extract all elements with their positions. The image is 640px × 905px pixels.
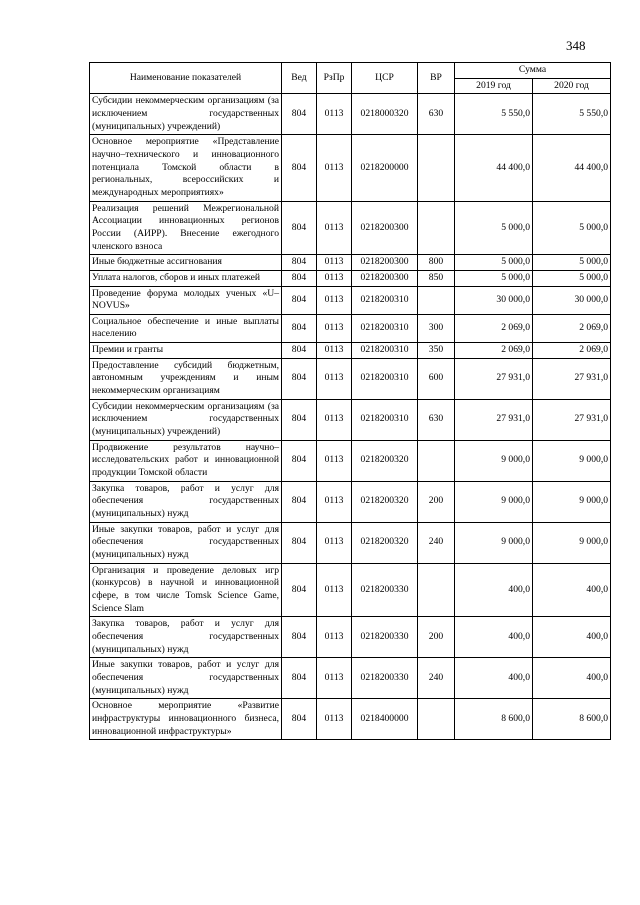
row-ved-cell: 804 xyxy=(282,286,317,314)
header-year-2020: 2020 год xyxy=(533,78,611,94)
header-vr: ВР xyxy=(418,63,455,94)
row-sum-2020-cell: 9 000,0 xyxy=(533,440,611,481)
row-name-cell: Основное мероприятие «Развитие инфраструктуры инновационного бизнеса, инновационной инфраструктуры» xyxy=(90,699,282,740)
row-csr-cell: 0218200310 xyxy=(352,343,418,359)
row-vr-cell: 240 xyxy=(418,522,455,563)
row-sum-2019-cell: 400,0 xyxy=(455,617,533,658)
row-vr-cell xyxy=(418,440,455,481)
row-name-cell: Иные бюджетные ассигнования xyxy=(90,255,282,271)
row-rzpr-cell: 0113 xyxy=(317,481,352,522)
table-row xyxy=(90,440,611,481)
row-vr-cell: 800 xyxy=(418,255,455,271)
row-csr-cell: 0218000320 xyxy=(352,94,418,135)
row-rzpr-cell: 0113 xyxy=(317,617,352,658)
table-row xyxy=(90,201,611,255)
row-vr-cell xyxy=(418,286,455,314)
row-name-cell: Иные закупки товаров, работ и услуг для обеспечения государственных (муниципальных) нужд xyxy=(90,658,282,699)
row-vr-cell: 630 xyxy=(418,94,455,135)
row-csr-cell: 0218200310 xyxy=(352,314,418,342)
row-vr-cell: 240 xyxy=(418,658,455,699)
row-name-cell: Субсидии некоммерческим организациям (за исключением государственных (муниципальных) учреждений) xyxy=(90,94,282,135)
row-csr-cell: 0218200300 xyxy=(352,270,418,286)
row-rzpr-cell: 0113 xyxy=(317,399,352,440)
table-row xyxy=(90,617,611,658)
row-vr-cell: 300 xyxy=(418,314,455,342)
row-csr-cell: 0218200320 xyxy=(352,481,418,522)
budget-table xyxy=(89,62,611,740)
row-sum-2020-cell: 400,0 xyxy=(533,617,611,658)
row-csr-cell: 0218200330 xyxy=(352,563,418,617)
row-sum-2020-cell: 44 400,0 xyxy=(533,135,611,201)
header-rzpr: РзПр xyxy=(317,63,352,94)
row-rzpr-cell: 0113 xyxy=(317,255,352,271)
row-ved-cell: 804 xyxy=(282,343,317,359)
row-vr-cell: 200 xyxy=(418,481,455,522)
row-sum-2019-cell: 5 000,0 xyxy=(455,270,533,286)
row-name-cell: Иные закупки товаров, работ и услуг для обеспечения государственных (муниципальных) нужд xyxy=(90,522,282,563)
row-rzpr-cell: 0113 xyxy=(317,314,352,342)
row-ved-cell: 804 xyxy=(282,314,317,342)
row-rzpr-cell: 0113 xyxy=(317,286,352,314)
row-rzpr-cell: 0113 xyxy=(317,94,352,135)
row-rzpr-cell: 0113 xyxy=(317,699,352,740)
page-number: 348 xyxy=(566,38,586,53)
row-name-cell: Реализация решений Межрегиональной Ассоциации инновационных регионов России (АИРР). Внесение ежегодного членского взноса xyxy=(90,201,282,255)
table-row xyxy=(90,94,611,135)
row-sum-2019-cell: 2 069,0 xyxy=(455,343,533,359)
table-row xyxy=(90,522,611,563)
row-sum-2019-cell: 400,0 xyxy=(455,563,533,617)
row-csr-cell: 0218200320 xyxy=(352,522,418,563)
row-csr-cell: 0218200300 xyxy=(352,201,418,255)
row-sum-2019-cell: 5 550,0 xyxy=(455,94,533,135)
row-sum-2019-cell: 5 000,0 xyxy=(455,201,533,255)
header-csr: ЦСР xyxy=(352,63,418,94)
row-name-cell: Закупка товаров, работ и услуг для обеспечения государственных (муниципальных) нужд xyxy=(90,617,282,658)
row-rzpr-cell: 0113 xyxy=(317,135,352,201)
table-row xyxy=(90,658,611,699)
row-ved-cell: 804 xyxy=(282,658,317,699)
row-rzpr-cell: 0113 xyxy=(317,358,352,399)
row-sum-2020-cell: 5 000,0 xyxy=(533,270,611,286)
row-ved-cell: 804 xyxy=(282,699,317,740)
row-sum-2020-cell: 30 000,0 xyxy=(533,286,611,314)
row-ved-cell: 804 xyxy=(282,94,317,135)
row-sum-2019-cell: 9 000,0 xyxy=(455,522,533,563)
row-csr-cell: 0218200330 xyxy=(352,617,418,658)
row-sum-2019-cell: 400,0 xyxy=(455,658,533,699)
row-vr-cell xyxy=(418,699,455,740)
row-vr-cell: 630 xyxy=(418,399,455,440)
row-ved-cell: 804 xyxy=(282,440,317,481)
header-name: Наименование показателей xyxy=(90,63,282,94)
table-row xyxy=(90,481,611,522)
row-csr-cell: 0218200320 xyxy=(352,440,418,481)
row-sum-2020-cell: 9 000,0 xyxy=(533,481,611,522)
row-rzpr-cell: 0113 xyxy=(317,343,352,359)
row-ved-cell: 804 xyxy=(282,358,317,399)
row-csr-cell: 0218200310 xyxy=(352,358,418,399)
row-ved-cell: 804 xyxy=(282,522,317,563)
row-name-cell: Премии и гранты xyxy=(90,343,282,359)
row-ved-cell: 804 xyxy=(282,563,317,617)
row-name-cell: Основное мероприятие «Представление научно–технического и инновационного потенциала Томской области в региональных, всероссийских и международных мероприятиях» xyxy=(90,135,282,201)
row-sum-2019-cell: 5 000,0 xyxy=(455,255,533,271)
row-sum-2019-cell: 27 931,0 xyxy=(455,358,533,399)
row-sum-2019-cell: 27 931,0 xyxy=(455,399,533,440)
table-row xyxy=(90,563,611,617)
row-ved-cell: 804 xyxy=(282,201,317,255)
row-rzpr-cell: 0113 xyxy=(317,201,352,255)
row-rzpr-cell: 0113 xyxy=(317,440,352,481)
row-name-cell: Закупка товаров, работ и услуг для обеспечения государственных (муниципальных) нужд xyxy=(90,481,282,522)
row-vr-cell xyxy=(418,563,455,617)
row-csr-cell: 0218200310 xyxy=(352,286,418,314)
row-vr-cell: 200 xyxy=(418,617,455,658)
row-ved-cell: 804 xyxy=(282,270,317,286)
row-sum-2020-cell: 5 550,0 xyxy=(533,94,611,135)
row-ved-cell: 804 xyxy=(282,399,317,440)
row-name-cell: Продвижение результатов научно–исследовательских работ и инновационной продукции Томской области xyxy=(90,440,282,481)
row-ved-cell: 804 xyxy=(282,481,317,522)
row-rzpr-cell: 0113 xyxy=(317,563,352,617)
row-rzpr-cell: 0113 xyxy=(317,658,352,699)
row-csr-cell: 0218200310 xyxy=(352,399,418,440)
row-vr-cell xyxy=(418,135,455,201)
row-sum-2020-cell: 8 600,0 xyxy=(533,699,611,740)
table-row xyxy=(90,399,611,440)
row-name-cell: Предоставление субсидий бюджетным, автономным учреждениям и иным некоммерческим организациям xyxy=(90,358,282,399)
row-csr-cell: 0218200330 xyxy=(352,658,418,699)
header-sum: Сумма xyxy=(455,63,611,79)
row-sum-2019-cell: 44 400,0 xyxy=(455,135,533,201)
row-sum-2020-cell: 27 931,0 xyxy=(533,399,611,440)
table-row xyxy=(90,135,611,201)
table-row xyxy=(90,270,611,286)
row-sum-2020-cell: 2 069,0 xyxy=(533,314,611,342)
row-ved-cell: 804 xyxy=(282,255,317,271)
row-ved-cell: 804 xyxy=(282,135,317,201)
row-sum-2019-cell: 8 600,0 xyxy=(455,699,533,740)
row-sum-2020-cell: 2 069,0 xyxy=(533,343,611,359)
row-sum-2020-cell: 400,0 xyxy=(533,658,611,699)
row-sum-2019-cell: 2 069,0 xyxy=(455,314,533,342)
row-vr-cell xyxy=(418,201,455,255)
row-name-cell: Проведение форума молодых ученых «U–NOVUS» xyxy=(90,286,282,314)
row-name-cell: Социальное обеспечение и иные выплаты населению xyxy=(90,314,282,342)
row-name-cell: Организация и проведение деловых игр (конкурсов) в научной и инновационной сфере, в том числе Tomsk Science Game, Science Slam xyxy=(90,563,282,617)
row-csr-cell: 0218400000 xyxy=(352,699,418,740)
row-vr-cell: 350 xyxy=(418,343,455,359)
row-ved-cell: 804 xyxy=(282,617,317,658)
table-row xyxy=(90,286,611,314)
row-sum-2019-cell: 9 000,0 xyxy=(455,481,533,522)
row-csr-cell: 0218200300 xyxy=(352,255,418,271)
row-sum-2020-cell: 400,0 xyxy=(533,563,611,617)
row-name-cell: Субсидии некоммерческим организациям (за исключением государственных (муниципальных) учреждений) xyxy=(90,399,282,440)
header-ved: Вед xyxy=(282,63,317,94)
row-sum-2019-cell: 9 000,0 xyxy=(455,440,533,481)
row-sum-2020-cell: 27 931,0 xyxy=(533,358,611,399)
row-sum-2019-cell: 30 000,0 xyxy=(455,286,533,314)
row-rzpr-cell: 0113 xyxy=(317,270,352,286)
row-sum-2020-cell: 5 000,0 xyxy=(533,255,611,271)
table-row xyxy=(90,343,611,359)
row-vr-cell: 850 xyxy=(418,270,455,286)
row-sum-2020-cell: 9 000,0 xyxy=(533,522,611,563)
table-row xyxy=(90,255,611,271)
table-row xyxy=(90,358,611,399)
table-row xyxy=(90,314,611,342)
row-name-cell: Уплата налогов, сборов и иных платежей xyxy=(90,270,282,286)
row-rzpr-cell: 0113 xyxy=(317,522,352,563)
row-csr-cell: 0218200000 xyxy=(352,135,418,201)
header-year-2019: 2019 год xyxy=(455,78,533,94)
row-vr-cell: 600 xyxy=(418,358,455,399)
row-sum-2020-cell: 5 000,0 xyxy=(533,201,611,255)
table-body xyxy=(90,94,611,740)
table-row xyxy=(90,699,611,740)
